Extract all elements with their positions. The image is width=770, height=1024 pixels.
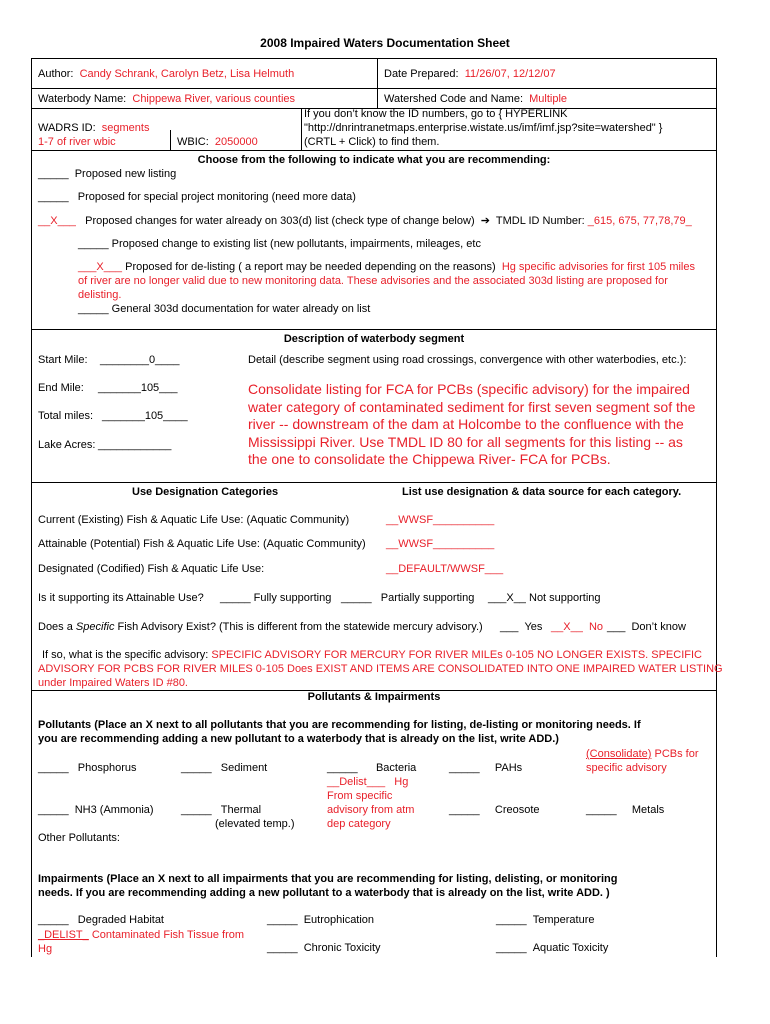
not-supporting-mark: ___X__ [488,592,526,604]
eutrophication-label: Eutrophication [303,914,375,926]
total-miles-label: Total miles: [38,410,94,422]
watershed-value: Multiple [529,93,568,105]
blank: _____ [38,762,69,774]
blank: _____ [496,914,527,926]
current-use-value[interactable]: __WWSF__________ [386,514,495,526]
use-heading-left: Use Designation Categories [132,486,279,498]
detail-label: Detail (describe segment using road crossings, convergence with other waterbodies, etc.): [248,354,687,366]
blank: _____ [78,303,109,315]
pollutants-instructions-line2: you are recommending adding a new pollutant to a waterbody that is already on the list, write ADD.) [38,733,559,745]
not-supporting-label: Not supporting [529,592,601,604]
pollutant-hg[interactable] [327,776,408,788]
blank: _____ [181,762,212,774]
watershed-field[interactable] [384,93,567,105]
impairments-instructions: Impairments (Place an X next to all impairments that you are recommending for listing, delisting, or monitoring [38,873,618,885]
col-divider [170,130,171,150]
general-label: General 303d documentation for water already on list [111,303,371,315]
blank: _____ [38,914,69,926]
hg-label-line2: From specific [327,790,393,802]
metals-label: Metals [631,804,665,816]
partially-label: Partially supporting [380,592,475,604]
delisting-note: Hg specific advisories for first 105 miles [501,261,695,273]
impairment-aquatic-toxicity[interactable] [496,942,608,954]
blank: _____ [449,804,480,816]
pollutant-bacteria[interactable] [327,762,416,774]
q-post: Fish Advisory Exist? (This is different from the statewide mercury advisory.) [117,621,483,633]
hg-delist-mark: __Delist___ [327,776,386,788]
tmdl-label: TMDL ID Number: [495,215,585,227]
wbic-label: WBIC: [177,136,209,148]
yes-label: Yes [524,621,543,633]
row-divider [31,150,717,151]
delisting-note-line2: of river are no longer valid due to new monitoring data. These advisories and the associated 303d listing are proposed for [78,275,668,287]
id-help-link[interactable]: "http://dnrintranetmaps.enterprise.wistate.us/imf/imf.jsp?site=watershed" } [304,122,663,134]
changes-mark: __X___ [38,215,76,227]
no-mark: __X__ [551,621,583,633]
frame-left [31,58,32,957]
impairment-degraded-habitat[interactable] [38,914,164,926]
degraded-label: Degraded Habitat [77,914,164,926]
pollutant-phosphorus[interactable] [38,762,136,774]
segment-heading: Description of waterbody segment [283,333,465,345]
pollutant-pahs[interactable] [449,762,522,774]
blank: _____ [496,942,527,954]
wadrs-label: WADRS ID: [38,122,96,134]
page-title: 2008 Impaired Waters Documentation Sheet [260,36,510,50]
col-divider [377,58,378,108]
changes-label: Proposed changes for water already on 303(d) list (check type of change below) [85,215,475,227]
option-special-project[interactable] [38,191,356,203]
frame-top [31,58,717,59]
aquatic-label: Aquatic Toxicity [532,942,609,954]
pollutants-instructions: Pollutants (Place an X next to all pollutants that you are recommending for listing, de-listing or monitoring needs. If [38,719,641,731]
creosote-label: Creosote [494,804,540,816]
waterbody-field[interactable] [38,93,295,105]
advisory-question [38,621,483,633]
supporting-question: Is it supporting its Attainable Use? [38,592,204,604]
impairment-chronic-toxicity[interactable] [267,942,381,954]
pollutant-sediment[interactable] [181,762,267,774]
recommend-heading: Choose from the following to indicate what you are recommending: [197,154,551,166]
lake-acres-label: Lake Acres: [38,439,96,451]
blank: _____ [341,592,372,604]
blank: ___ [500,621,519,633]
tmdl-value: _615, 675, 77,78,79_ [587,215,692,227]
q-pre: Does a [38,621,73,633]
change-existing-label: Proposed change to existing list (new pollutants, impairments, mileages, etc [111,238,481,250]
blank: _____ [327,762,358,774]
new-listing-label: Proposed new listing [74,168,177,180]
pollutants-heading: Pollutants & Impairments [307,691,441,703]
option-change-existing[interactable] [78,238,481,250]
pollutant-creosote[interactable] [449,804,540,816]
detail-value[interactable]: Consolidate listing for FCA for PCBs (specific advisory) for the impaired water category of contaminated sediment for first seven segment sof the river -- downstream of the dam at Holcombe to the confluence with the Mississippi River. Use TMDL ID 80 for all segments for this listing -- as the one to consolidate the Chippewa River- FCA for PCBs. [248,381,696,468]
if-so-value-line3: under Impaired Waters ID #80. [38,677,188,689]
pollutant-metals[interactable] [586,804,664,816]
pollutant-thermal[interactable] [181,804,261,816]
date-value: 11/26/07, 12/12/07 [464,68,556,80]
use-heading-right: List use designation & data source for each category. [402,486,682,498]
impairment-temperature[interactable] [496,914,594,926]
id-help-line3: (CRTL + Click) to find them. [304,136,440,148]
blank: _____ [449,762,480,774]
start-mile-label: Start Mile: [38,354,88,366]
blank: _____ [586,804,617,816]
contaminated-label-line2: Hg [38,943,53,955]
wadrs-value-line2: 1-7 of river wbic [38,136,116,148]
pcbs-label: PCBs for [654,748,699,760]
start-mile-value[interactable]: ________0____ [100,354,180,366]
wbic-value: 2050000 [214,136,258,148]
watershed-label: Watershed Code and Name: [384,93,523,105]
option-no[interactable] [551,621,603,633]
frame-right [716,58,717,957]
author-field[interactable] [38,68,294,80]
chronic-label: Chronic Toxicity [303,942,381,954]
current-use-label: Current (Existing) Fish & Aquatic Life Use: (Aquatic Community) [38,514,350,526]
contaminated-delist-mark: _DELIST_ [38,929,89,941]
impairments-instructions-line2: needs. If you are recommending adding a new pollutant to a waterbody that is already on the list, write ADD. ) [38,887,610,899]
if-so-line [42,649,702,661]
blank: _____ [220,592,251,604]
q-em: Specific [75,621,115,633]
bacteria-label: Bacteria [375,762,417,774]
blank: _____ [181,804,212,816]
lake-acres-value[interactable]: ____________ [98,439,172,451]
pahs-label: PAHs [494,762,523,774]
end-mile-label: End Mile: [38,382,84,394]
dont-know-label: Don’t know [631,621,686,633]
designated-use-value[interactable]: __DEFAULT/WWSF___ [386,563,504,575]
attainable-use-label: Attainable (Potential) Fish & Aquatic Life Use: (Aquatic Community) [38,538,366,550]
author-label: Author: [38,68,74,80]
date-field[interactable] [384,68,556,80]
author-value: Candy Schrank, Carolyn Betz, Lisa Helmuth [79,68,295,80]
end-mile-value[interactable]: _______105___ [98,382,178,394]
blank: _____ [267,942,298,954]
nh3-label: NH3 (Ammonia) [74,804,154,816]
blank: _____ [38,168,69,180]
hg-label-line3: advisory from atm [327,804,415,816]
blank: _____ [78,238,109,250]
option-general[interactable] [78,303,370,315]
special-project-label: Proposed for special project monitoring (need more data) [77,191,356,203]
consolidate-mark: (Consolidate) [586,748,652,760]
hg-label-line4: dep category [327,818,391,830]
pollutant-pcbs[interactable] [586,748,699,760]
arrow-right-icon: ➔ [480,215,490,227]
wadrs-value: segments [101,122,150,134]
blank: _____ [267,914,298,926]
fully-label: Fully supporting [253,592,332,604]
hg-label: Hg [394,776,409,788]
delisting-note-line3: delisting. [78,289,122,301]
section-divider [31,482,717,483]
wbic-field[interactable] [177,136,258,148]
other-pollutants-label[interactable]: Other Pollutants: [38,832,120,844]
total-miles-value[interactable]: _______105____ [102,410,188,422]
temperature-label: Temperature [532,914,595,926]
no-label: No [588,621,603,633]
phosphorus-label: Phosphorus [77,762,137,774]
option-delisting[interactable] [78,261,695,273]
waterbody-label: Waterbody Name: [38,93,127,105]
section-divider [31,329,717,330]
option-partially-supporting[interactable] [341,592,474,604]
pollutant-nh3[interactable] [38,804,154,816]
delisting-mark: ___X___ [78,261,123,273]
if-so-value[interactable]: SPECIFIC ADVISORY FOR MERCURY FOR RIVER MILEs 0-105 NO LONGER EXISTS. SPECIFIC [211,649,702,661]
waterbody-value: Chippewa River, various counties [132,93,296,105]
thermal-label: Thermal [220,804,262,816]
impairment-contaminated-fish[interactable] [38,929,244,941]
if-so-label: If so, what is the specific advisory: [42,649,209,661]
blank: _____ [38,804,69,816]
designated-use-label: Designated (Codified) Fish & Aquatic Life Use: [38,563,265,575]
blank: ___ [607,621,626,633]
option-dont-know[interactable] [607,621,686,633]
date-label: Date Prepared: [384,68,459,80]
impairment-eutrophication[interactable] [267,914,374,926]
contaminated-label: Contaminated Fish Tissue from [91,929,245,941]
thermal-label-line2: (elevated temp.) [215,818,295,830]
row-divider [31,88,717,89]
option-yes[interactable] [500,621,542,633]
id-help-line1: If you don’t know the ID numbers, go to { HYPERLINK [304,108,568,120]
option-new-listing[interactable] [38,168,176,180]
attainable-use-value[interactable]: __WWSF__________ [386,538,495,550]
option-changes[interactable] [38,214,692,227]
if-so-value-line2: ADVISORY FOR PCBS FOR RIVER MILES 0-105 Does EXIST AND ITEMS ARE CONSOLIDATED INTO ONE IMPAIRED WATER LISTING [38,663,723,675]
option-fully-supporting[interactable] [220,592,331,604]
sediment-label: Sediment [220,762,268,774]
col-divider [301,108,302,150]
blank: _____ [38,191,69,203]
pcbs-label-line2: specific advisory [586,762,667,774]
wadrs-field[interactable] [38,122,149,134]
option-not-supporting[interactable] [488,592,601,604]
delisting-label: Proposed for de-listing ( a report may be needed depending on the reasons) [125,261,496,273]
